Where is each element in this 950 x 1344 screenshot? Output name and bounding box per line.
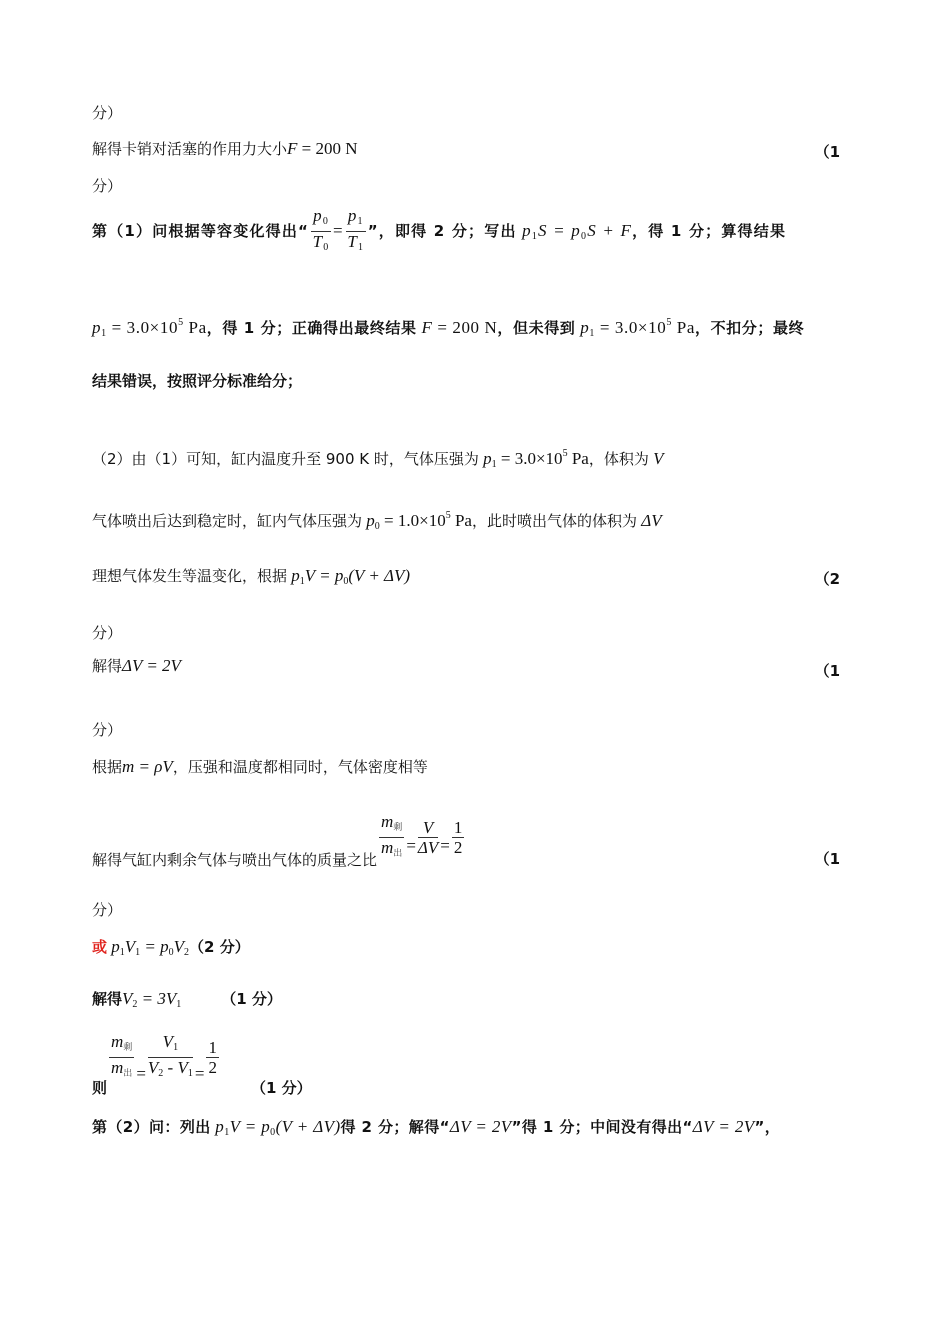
score-l8: （1 (814, 662, 840, 680)
score-l7: （2 (814, 570, 840, 588)
line-gas-ejected: 气体喷出后达到稳定时，缸内气体压强为 $p_0 = 1.0\times 10^5$ Pa，此时喷出气体的体积为 ΔV (92, 510, 662, 532)
line-solve-dV: 解得ΔV = 2V (92, 656, 181, 675)
equation-force-balance: $p_1S = p_0S + F$ (516, 221, 633, 242)
equation-mass: m = ρV (122, 757, 173, 776)
line-solve-force: 解得卡销对活塞的作用力大小F = 200 N (92, 139, 358, 158)
line-part2-intro: （2）由（1）可知，缸内温度升至 900 K 时，气体压强为 $p_1 = 3.0\times 10^5$ Pa，体积为 V (92, 448, 664, 470)
equation-isothermal: $p_1V = p_0(V + \Delta V)$ (287, 566, 411, 587)
line-fen-5: 分） (92, 901, 123, 919)
line-fen-4: 分） (92, 721, 123, 739)
line-fen-2: 分） (92, 177, 123, 195)
line-scoring-part1-end: 结果错误，按照评分标准给分； (92, 372, 303, 390)
line-solve-V2: 解得$V_2 = 3V_1$ （1 分） (92, 989, 282, 1010)
math-F: F (287, 139, 302, 158)
line-scoring-part1-cont: $p_1 = 3.0\times 10^5$ Pa，得 1 分；正确得出最终结果 F = 200 N，但未得到 $p_1 = 3.0\times 10^5$ Pa，不扣分；最终 (92, 317, 805, 339)
line-alternative: 或 $p_1V_1 = p_0V_2(2$ 分） (92, 937, 250, 958)
score-l1: （1 (814, 143, 840, 161)
score-l10: （1 (814, 850, 840, 868)
line-fen-3: 分） (92, 624, 123, 642)
line-fen-1: 分） (92, 104, 123, 122)
line-scoring-part2: 第（2）问：列出 $p_1V = p_0(V + \Delta V)$得 2 分；解得“ΔV = 2V”得 1 分；中间没有得出“ΔV = 2V”， (92, 1117, 781, 1138)
line-isothermal: 理想气体发生等温变化，根据 $p_1V = p_0(V + \Delta V)$ (92, 566, 411, 587)
line-ratio-alt: 则 $\frac{\text{m剩}}{\text{m出}}$ = $\frac{V_1}{V_2 - V_1}$ = $\frac{1}{2}$ （1 分） (92, 1032, 312, 1097)
or-label: 或 (92, 938, 108, 956)
line-mass-ratio: 解得气缸内剩余气体与喷出气体的质量之比 $\frac{\text{m剩}}{\text{m出}}$ = $\frac{V}{\Delta V}$ = $\frac{1}{2}$ (92, 812, 463, 869)
line-density: 根据m = ρV，压强和温度都相同时，气体密度相等 (92, 757, 428, 776)
equation-mass-ratio: $\frac{\text{m剩}}{\text{m出}}$ (381, 812, 403, 858)
line-scoring-part1: 第（1）问根据等容变化得出“ $\frac{p_0}{T_0}$ = $\frac{p_1}{T_1}$ ”，即得 2 分；写出 $p_1S = p_0S + F$，得 1 分；算得结果 (92, 206, 786, 257)
equation-isochoric: $\frac{p_0}{T_0}$ (312, 206, 330, 253)
